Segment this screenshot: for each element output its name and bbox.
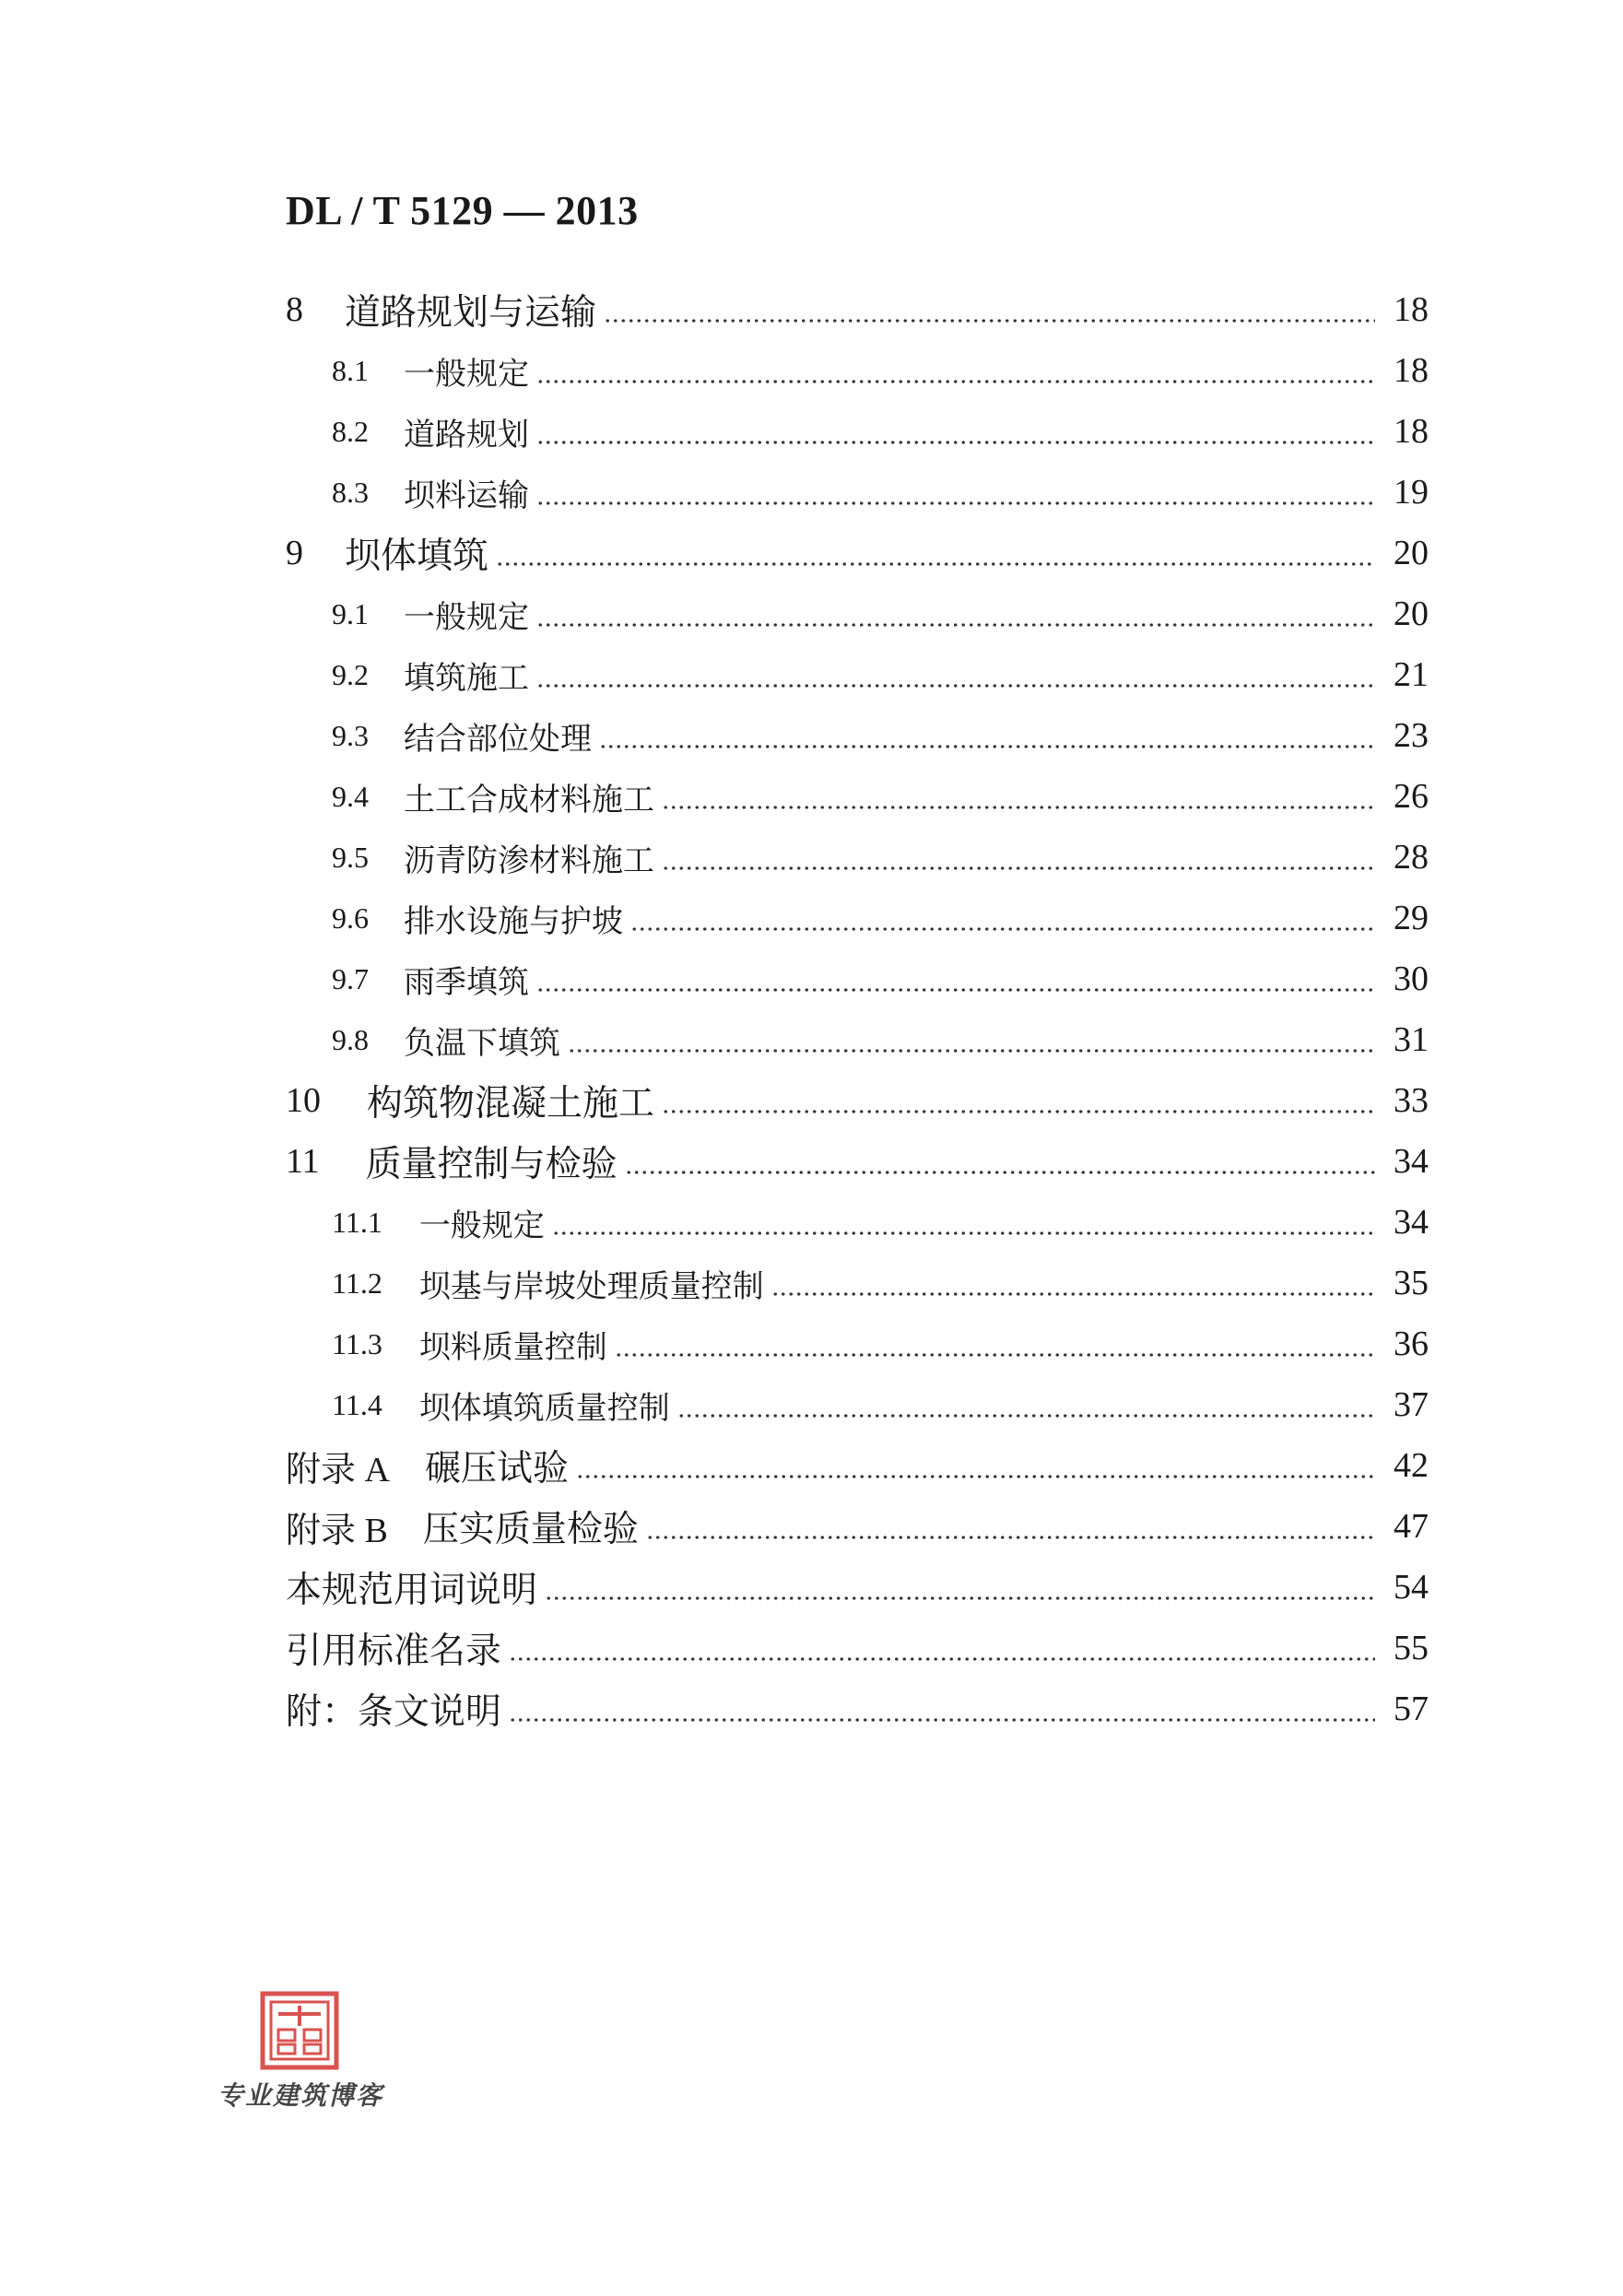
toc-entry[interactable] bbox=[286, 583, 1429, 644]
toc-entry-title: 坝基与岸坡处理质量控制 bbox=[418, 1267, 764, 1305]
toc-leader-dots bbox=[646, 1536, 1375, 1539]
toc-entry[interactable] bbox=[286, 1253, 1429, 1313]
toc-leader-dots bbox=[496, 562, 1375, 566]
toc-entry-number: 附录 B bbox=[286, 1511, 388, 1550]
toc-entry[interactable] bbox=[286, 1131, 1429, 1192]
toc-entry-title: 土工合成材料施工 bbox=[404, 781, 654, 818]
toc-entry-number: 9.2 bbox=[332, 657, 369, 691]
toc-leader-dots bbox=[625, 1171, 1375, 1174]
toc-leader-dots bbox=[536, 501, 1375, 505]
toc-entry-number: 附录 A bbox=[286, 1450, 390, 1489]
toc-entry-title: 沥青防渗材料施工 bbox=[404, 842, 654, 879]
toc-entry-page: 28 bbox=[1394, 838, 1429, 877]
toc-entry[interactable] bbox=[286, 340, 1429, 401]
toc-entry-page: 18 bbox=[1394, 351, 1429, 390]
toc-leader-dots bbox=[662, 806, 1375, 809]
toc-leader-dots bbox=[536, 684, 1375, 688]
toc-leader-dots bbox=[536, 988, 1375, 992]
toc-entry-number: 8 bbox=[286, 290, 303, 329]
toc-entry-title: 道路规划 bbox=[404, 416, 529, 453]
toc-leader-dots bbox=[536, 623, 1375, 627]
toc-leader-dots bbox=[630, 927, 1375, 931]
toc-leader-dots bbox=[662, 1110, 1375, 1113]
toc-entry-page: 37 bbox=[1394, 1385, 1429, 1424]
toc-entry-number: 9 bbox=[286, 534, 303, 572]
toc-entry-title: 质量控制与检验 bbox=[365, 1144, 617, 1185]
toc-entry-number: 8.2 bbox=[332, 414, 369, 448]
toc-entry[interactable] bbox=[286, 523, 1429, 583]
toc-entry-number: 8.3 bbox=[332, 475, 369, 509]
toc-entry[interactable] bbox=[286, 766, 1429, 827]
toc-entry[interactable] bbox=[286, 401, 1429, 462]
toc-entry-page: 42 bbox=[1394, 1446, 1429, 1485]
toc-entry-page: 21 bbox=[1394, 655, 1429, 694]
toc-entry-page: 57 bbox=[1394, 1690, 1429, 1728]
toc-entry-page: 29 bbox=[1394, 899, 1429, 937]
toc-entry-page: 55 bbox=[1394, 1629, 1429, 1667]
toc-entry-number: 9.6 bbox=[332, 901, 369, 935]
toc-entry-page: 35 bbox=[1394, 1264, 1429, 1302]
toc-entry-title: 负温下填筑 bbox=[404, 1024, 560, 1062]
toc-entry[interactable] bbox=[286, 948, 1429, 1009]
toc-entry-page: 18 bbox=[1394, 290, 1429, 329]
toc-entry-page: 26 bbox=[1394, 777, 1429, 816]
toc-entry[interactable] bbox=[286, 1009, 1429, 1070]
toc-entry[interactable] bbox=[286, 1678, 1429, 1739]
toc-entry-number: 11.4 bbox=[332, 1387, 382, 1421]
toc-leader-dots bbox=[568, 1049, 1375, 1053]
toc-entry-title: 坝体填筑 bbox=[345, 536, 489, 577]
toc-entry-number: 11.3 bbox=[332, 1326, 382, 1360]
toc-leader-dots bbox=[536, 441, 1375, 444]
toc-entry-number: 8.1 bbox=[332, 353, 369, 387]
toc-entry-title: 碾压试验 bbox=[424, 1448, 569, 1489]
toc-entry[interactable] bbox=[286, 279, 1429, 340]
toc-leader-dots bbox=[509, 1718, 1375, 1722]
toc-entry[interactable] bbox=[286, 1070, 1429, 1131]
toc-entry-page: 36 bbox=[1394, 1325, 1429, 1363]
toc-entry[interactable] bbox=[286, 705, 1429, 766]
toc-entry-title: 本规范用词说明 bbox=[286, 1570, 538, 1611]
toc-entry-number: 11 bbox=[286, 1142, 320, 1181]
toc-entry-page: 20 bbox=[1394, 595, 1429, 633]
toc-entry[interactable] bbox=[286, 1374, 1429, 1435]
toc-leader-dots bbox=[771, 1292, 1375, 1296]
seal-icon bbox=[260, 1991, 339, 2070]
toc-entry-title: 构筑物混凝土施工 bbox=[367, 1083, 655, 1124]
toc-entry-title: 坝体填筑质量控制 bbox=[418, 1389, 670, 1427]
toc-entry[interactable] bbox=[286, 1435, 1429, 1496]
toc-leader-dots bbox=[604, 319, 1375, 323]
toc-entry-page: 19 bbox=[1394, 473, 1429, 512]
toc-entry-title: 坝料质量控制 bbox=[418, 1328, 607, 1366]
toc-leader-dots bbox=[552, 1231, 1375, 1235]
toc-leader-dots bbox=[615, 1353, 1375, 1357]
toc-entry[interactable] bbox=[286, 827, 1429, 888]
toc-entry-number: 9.4 bbox=[332, 779, 369, 813]
toc-entry-title: 压实质量检验 bbox=[422, 1509, 639, 1550]
toc-entry-number: 11.2 bbox=[332, 1266, 382, 1300]
toc-entry-title: 填筑施工 bbox=[404, 659, 529, 697]
toc-leader-dots bbox=[662, 866, 1375, 870]
toc-entry-page: 34 bbox=[1394, 1142, 1429, 1181]
toc-entry-number: 9.1 bbox=[332, 596, 369, 630]
toc-entry-number: 9.3 bbox=[332, 718, 369, 752]
toc-entry-page: 33 bbox=[1394, 1081, 1429, 1120]
toc-entry[interactable] bbox=[286, 1313, 1429, 1374]
toc-entry-title: 一般规定 bbox=[418, 1207, 545, 1244]
toc-leader-dots bbox=[509, 1657, 1375, 1661]
toc-entry-page: 54 bbox=[1394, 1568, 1429, 1607]
toc-entry-number: 9.8 bbox=[332, 1022, 369, 1056]
toc-entry-number: 9.7 bbox=[332, 961, 369, 995]
toc-entry[interactable] bbox=[286, 1557, 1429, 1618]
toc-entry-title: 引用标准名录 bbox=[286, 1631, 502, 1672]
toc-entry-number: 11.1 bbox=[332, 1205, 382, 1239]
toc-entry-number: 9.5 bbox=[332, 840, 369, 874]
toc-entry-page: 18 bbox=[1394, 412, 1429, 451]
toc-entry-title: 附：条文说明 bbox=[286, 1691, 502, 1733]
toc-leader-dots bbox=[545, 1596, 1375, 1600]
toc-leader-dots bbox=[576, 1475, 1375, 1478]
toc-entry-page: 23 bbox=[1394, 716, 1429, 755]
toc-entry[interactable] bbox=[286, 1496, 1429, 1557]
toc-entry-title: 结合部位处理 bbox=[404, 720, 592, 758]
toc-entry[interactable] bbox=[286, 888, 1429, 948]
toc-entry[interactable] bbox=[286, 1618, 1429, 1678]
toc-entry-number: 10 bbox=[286, 1081, 321, 1120]
table-of-contents bbox=[286, 279, 1429, 1739]
toc-entry-page: 34 bbox=[1394, 1203, 1429, 1242]
toc-entry-page: 31 bbox=[1394, 1020, 1429, 1059]
toc-entry[interactable] bbox=[286, 644, 1429, 705]
toc-entry-page: 20 bbox=[1394, 534, 1429, 572]
toc-entry-title: 一般规定 bbox=[404, 355, 529, 393]
page-header: DL / T 5129 — 2013 bbox=[286, 188, 639, 233]
toc-entry-page: 30 bbox=[1394, 960, 1429, 998]
toc-leader-dots bbox=[677, 1414, 1375, 1418]
toc-entry-title: 雨季填筑 bbox=[404, 963, 529, 1001]
watermark-caption: 专业建筑博客 bbox=[218, 2080, 384, 2111]
toc-leader-dots bbox=[599, 745, 1375, 748]
toc-entry-page: 47 bbox=[1394, 1507, 1429, 1546]
toc-entry-title: 坝料运输 bbox=[404, 477, 529, 514]
toc-entry[interactable] bbox=[286, 462, 1429, 523]
toc-entry-title: 一般规定 bbox=[404, 598, 529, 636]
toc-entry[interactable] bbox=[286, 1192, 1429, 1253]
toc-entry-title: 排水设施与护坡 bbox=[404, 902, 623, 940]
toc-leader-dots bbox=[536, 380, 1375, 383]
toc-entry-title: 道路规划与运输 bbox=[345, 292, 597, 334]
